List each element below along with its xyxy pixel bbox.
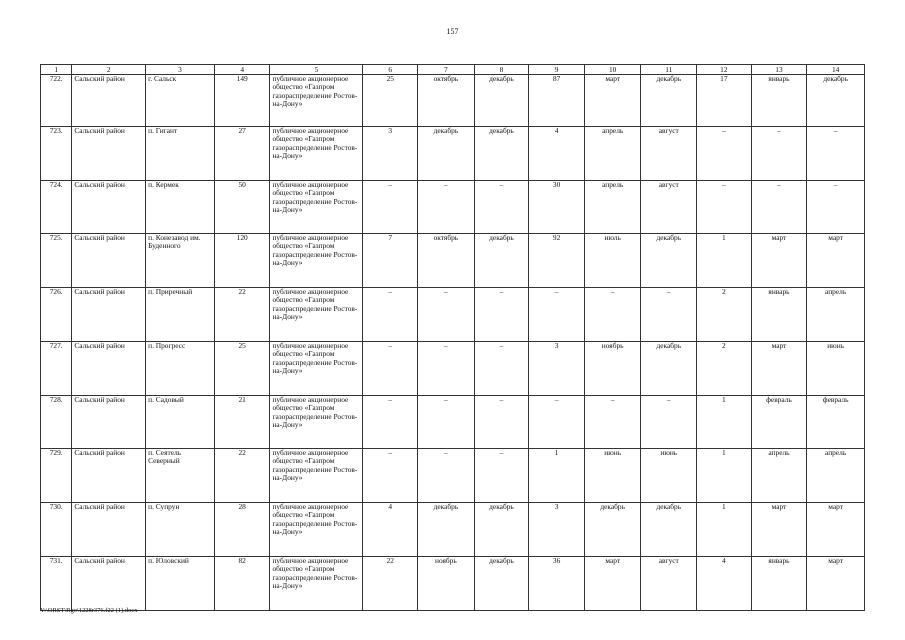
locality-cell: п. Гигант (146, 127, 215, 181)
col10-cell: апрель (584, 181, 641, 234)
column-number-header: 7 (418, 65, 475, 75)
col10-cell: апрель (584, 127, 641, 181)
col7-cell: октябрь (418, 75, 475, 127)
locality-cell: п. Супрун (146, 503, 215, 557)
organization-cell: публичное акционерное общество «Газпром газораспределение Ростов-на-Дону» (270, 449, 363, 503)
col12-cell: 2 (697, 288, 752, 342)
col10-cell: – (584, 288, 641, 342)
table-row (41, 181, 865, 234)
table-row (41, 449, 865, 503)
col9-cell: 3 (529, 503, 585, 557)
col6-cell: 22 (363, 557, 418, 611)
page-number: 157 (446, 27, 459, 36)
col6-cell: – (363, 449, 418, 503)
col6-cell: 25 (363, 75, 418, 127)
col8-cell: декабрь (474, 557, 529, 611)
col9-cell: – (529, 288, 585, 342)
organization-cell: публичное акционерное общество «Газпром газораспределение Ростов-на-Дону» (270, 503, 363, 557)
col13-cell: март (751, 234, 807, 288)
col13-cell: февраль (751, 396, 807, 449)
col12-cell: – (697, 181, 752, 234)
district-cell: Сальский район (72, 127, 146, 181)
col14-cell: март (807, 234, 865, 288)
col9-cell: 92 (529, 234, 585, 288)
col11-cell: декабрь (641, 503, 697, 557)
col7-cell: – (418, 288, 475, 342)
organization-cell: публичное акционерное общество «Газпром газораспределение Ростов-на-Дону» (270, 288, 363, 342)
column-number-header: 4 (214, 65, 270, 75)
district-cell: Сальский район (72, 288, 146, 342)
column-number-header: 2 (72, 65, 146, 75)
row-number: 726. (41, 288, 72, 342)
col11-cell: август (641, 557, 697, 611)
col14-cell: декабрь (807, 75, 865, 127)
row-number: 724. (41, 181, 72, 234)
locality-cell: п. Прогресс (146, 342, 215, 396)
col13-cell: – (751, 181, 807, 234)
row-number: 729. (41, 449, 72, 503)
col10-cell: июнь (584, 449, 641, 503)
col14-cell: апрель (807, 288, 865, 342)
col11-cell: август (641, 181, 697, 234)
col14-cell: март (807, 557, 865, 611)
table-row (41, 288, 865, 342)
col9-cell: 3 (529, 342, 585, 396)
col12-cell: 1 (697, 449, 752, 503)
col8-cell: – (474, 288, 529, 342)
col10-cell: март (584, 75, 641, 127)
col11-cell: июнь (641, 449, 697, 503)
table-row (41, 75, 865, 127)
locality-cell: п. Садовый (146, 396, 215, 449)
col7-cell: – (418, 342, 475, 396)
count-cell: 149 (214, 75, 270, 127)
row-number: 723. (41, 127, 72, 181)
column-number-header: 5 (270, 65, 363, 75)
col9-cell: – (529, 396, 585, 449)
col13-cell: январь (751, 75, 807, 127)
count-cell: 120 (214, 234, 270, 288)
col12-cell: 2 (697, 342, 752, 396)
col11-cell: – (641, 396, 697, 449)
district-cell: Сальский район (72, 396, 146, 449)
col13-cell: март (751, 342, 807, 396)
col14-cell: июнь (807, 342, 865, 396)
col7-cell: – (418, 449, 475, 503)
column-number-header: 11 (641, 65, 697, 75)
col7-cell: – (418, 396, 475, 449)
row-number: 725. (41, 234, 72, 288)
row-number: 728. (41, 396, 72, 449)
locality-cell: п. Кермек (146, 181, 215, 234)
col10-cell: март (584, 557, 641, 611)
count-cell: 22 (214, 288, 270, 342)
col14-cell: – (807, 127, 865, 181)
col7-cell: – (418, 181, 475, 234)
col6-cell: – (363, 181, 418, 234)
col8-cell: декабрь (474, 127, 529, 181)
count-cell: 50 (214, 181, 270, 234)
count-cell: 21 (214, 396, 270, 449)
col6-cell: – (363, 288, 418, 342)
col11-cell: август (641, 127, 697, 181)
col11-cell: декабрь (641, 342, 697, 396)
col13-cell: январь (751, 557, 807, 611)
col10-cell: – (584, 396, 641, 449)
col14-cell: апрель (807, 449, 865, 503)
col10-cell: июль (584, 234, 641, 288)
table-row (41, 127, 865, 181)
col8-cell: – (474, 181, 529, 234)
col12-cell: – (697, 127, 752, 181)
locality-cell: п. Конезавод им. Буденного (146, 234, 215, 288)
district-cell: Сальский район (72, 181, 146, 234)
column-number-header: 9 (529, 65, 585, 75)
col11-cell: – (641, 288, 697, 342)
col9-cell: 4 (529, 127, 585, 181)
col12-cell: 1 (697, 234, 752, 288)
row-number: 727. (41, 342, 72, 396)
col13-cell: март (751, 503, 807, 557)
locality-cell: п. Юловский (146, 557, 215, 611)
column-number-header: 1 (41, 65, 72, 75)
col6-cell: 3 (363, 127, 418, 181)
organization-cell: публичное акционерное общество «Газпром газораспределение Ростов-на-Дону» (270, 396, 363, 449)
col13-cell: – (751, 127, 807, 181)
organization-cell: публичное акционерное общество «Газпром газораспределение Ростов-на-Дону» (270, 557, 363, 611)
locality-cell: п. Приречный (146, 288, 215, 342)
locality-cell: г. Сальск (146, 75, 215, 127)
table-row (41, 503, 865, 557)
district-cell: Сальский район (72, 449, 146, 503)
col13-cell: январь (751, 288, 807, 342)
col12-cell: 4 (697, 557, 752, 611)
col9-cell: 30 (529, 181, 585, 234)
col9-cell: 36 (529, 557, 585, 611)
locality-cell: п. Сеятель Северный (146, 449, 215, 503)
column-number-header: 13 (751, 65, 807, 75)
count-cell: 22 (214, 449, 270, 503)
col12-cell: 1 (697, 396, 752, 449)
column-number-header: 6 (363, 65, 418, 75)
col10-cell: ноябрь (584, 342, 641, 396)
col8-cell: декабрь (474, 75, 529, 127)
count-cell: 82 (214, 557, 270, 611)
col6-cell: – (363, 396, 418, 449)
row-number: 731. (41, 557, 72, 611)
organization-cell: публичное акционерное общество «Газпром газораспределение Ростов-на-Дону» (270, 342, 363, 396)
district-cell: Сальский район (72, 75, 146, 127)
organization-cell: публичное акционерное общество «Газпром газораспределение Ростов-на-Дону» (270, 127, 363, 181)
column-number-header: 3 (146, 65, 215, 75)
col7-cell: декабрь (418, 127, 475, 181)
district-cell: Сальский район (72, 503, 146, 557)
table-header-row (41, 65, 865, 75)
col6-cell: 7 (363, 234, 418, 288)
col7-cell: ноябрь (418, 557, 475, 611)
col12-cell: 17 (697, 75, 752, 127)
column-number-header: 14 (807, 65, 865, 75)
table-row (41, 396, 865, 449)
table-row (41, 234, 865, 288)
col14-cell: – (807, 181, 865, 234)
col13-cell: апрель (751, 449, 807, 503)
col10-cell: декабрь (584, 503, 641, 557)
col12-cell: 1 (697, 503, 752, 557)
col11-cell: декабрь (641, 234, 697, 288)
row-number: 730. (41, 503, 72, 557)
table-row (41, 342, 865, 396)
col8-cell: декабрь (474, 503, 529, 557)
organization-cell: публичное акционерное общество «Газпром газораспределение Ростов-на-Дону» (270, 75, 363, 127)
col9-cell: 87 (529, 75, 585, 127)
column-number-header: 12 (697, 65, 752, 75)
col9-cell: 1 (529, 449, 585, 503)
col11-cell: декабрь (641, 75, 697, 127)
col6-cell: – (363, 342, 418, 396)
district-cell: Сальский район (72, 234, 146, 288)
col8-cell: декабрь (474, 234, 529, 288)
col8-cell: – (474, 342, 529, 396)
row-number: 722. (41, 75, 72, 127)
col7-cell: октябрь (418, 234, 475, 288)
organization-cell: публичное акционерное общество «Газпром газораспределение Ростов-на-Дону» (270, 181, 363, 234)
count-cell: 27 (214, 127, 270, 181)
col8-cell: – (474, 449, 529, 503)
district-cell: Сальский район (72, 342, 146, 396)
col8-cell: – (474, 396, 529, 449)
data-table (40, 64, 865, 611)
col6-cell: 4 (363, 503, 418, 557)
column-number-header: 10 (584, 65, 641, 75)
col14-cell: март (807, 503, 865, 557)
col7-cell: декабрь (418, 503, 475, 557)
file-path-footer: Y:\ORST\Rgo\1228r376.f22 (1).docx (40, 607, 138, 614)
organization-cell: публичное акционерное общество «Газпром газораспределение Ростов-на-Дону» (270, 234, 363, 288)
district-cell: Сальский район (72, 557, 146, 611)
col14-cell: февраль (807, 396, 865, 449)
table-row (41, 557, 865, 611)
count-cell: 28 (214, 503, 270, 557)
column-number-header: 8 (474, 65, 529, 75)
count-cell: 25 (214, 342, 270, 396)
